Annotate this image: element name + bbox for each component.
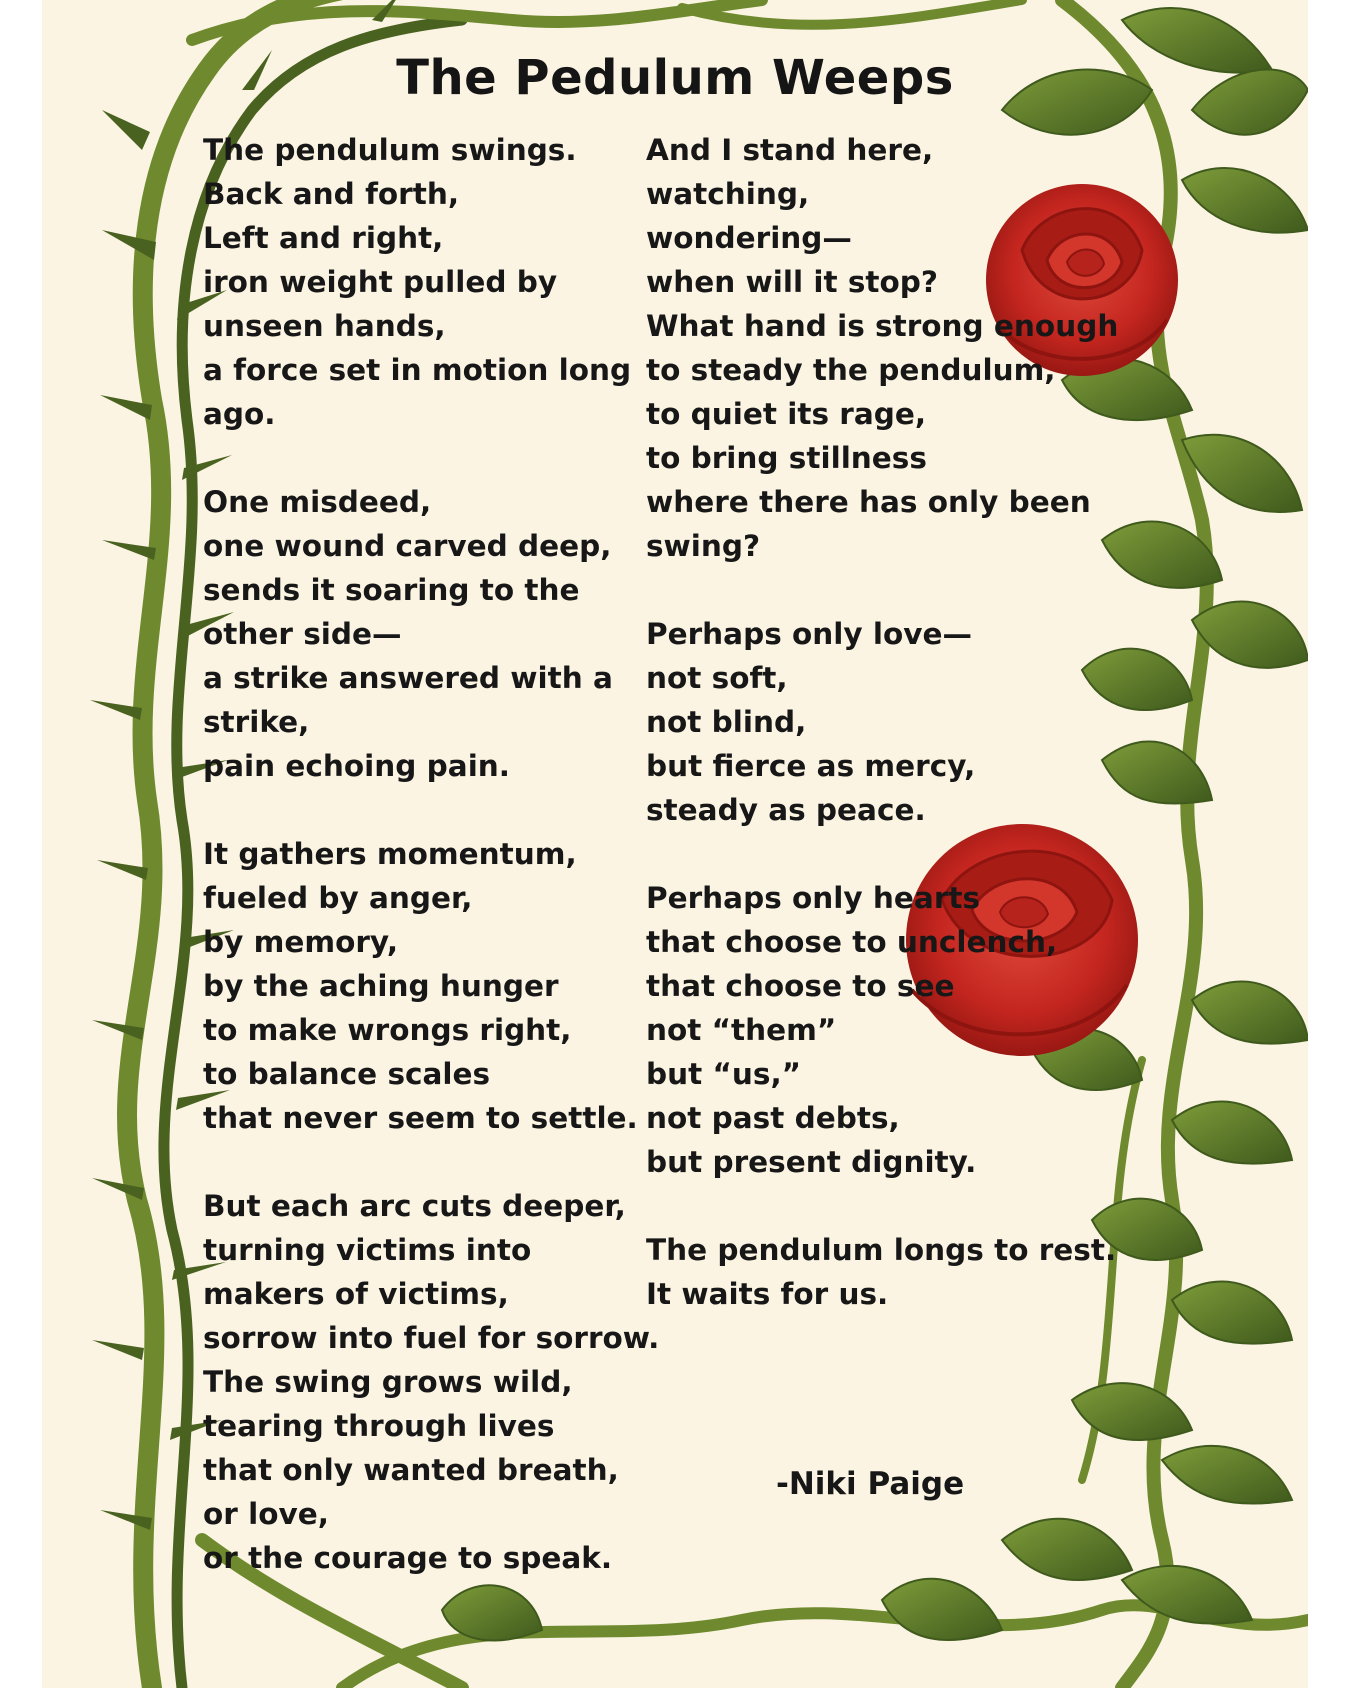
poem-line: to steady the pendulum, <box>646 353 1056 387</box>
poem-line: that never seem to settle. <box>203 1101 638 1135</box>
poem-line: not blind, <box>646 705 807 739</box>
poem-line: The swing grows wild, <box>203 1365 573 1399</box>
stanza <box>646 128 1119 568</box>
stanza <box>646 1228 1116 1316</box>
poem-line: not past debts, <box>646 1101 900 1135</box>
stanza <box>203 832 638 1140</box>
poem-line: by memory, <box>203 925 399 959</box>
poem-line: iron weight pulled by <box>203 265 558 299</box>
poem-line: turning victims into <box>203 1233 532 1267</box>
poem-line: swing? <box>646 529 761 563</box>
poem-line: wondering— <box>646 221 852 255</box>
poem-line: that choose to unclench, <box>646 925 1058 959</box>
stanza <box>203 480 633 788</box>
poem-line: a strike answered with a <box>203 661 613 695</box>
poem-line: sends it soaring to the <box>203 573 580 607</box>
poem-line: fueled by anger, <box>203 881 473 915</box>
poem-line: when will it stop? <box>646 265 939 299</box>
poem-line: One misdeed, <box>203 485 432 519</box>
poem-line: or the courage to speak. <box>203 1541 613 1575</box>
poem-left-column <box>203 128 660 1624</box>
poem-line: not “them” <box>646 1013 837 1047</box>
poem-line: but present dignity. <box>646 1145 977 1179</box>
stanza <box>203 128 633 436</box>
poem-line: What hand is strong enough <box>646 309 1119 343</box>
poem-line: Back and forth, <box>203 177 460 211</box>
poem-line: Perhaps only love— <box>646 617 973 651</box>
stanza <box>646 612 1116 832</box>
poem-line: to quiet its rage, <box>646 397 927 431</box>
poem-right-column <box>646 128 1119 1360</box>
poem-line: The pendulum swings. <box>203 133 577 167</box>
poem-line: that only wanted breath, <box>203 1453 619 1487</box>
poem-line: sorrow into fuel for sorrow. <box>203 1321 660 1355</box>
poem-line: not soft, <box>646 661 788 695</box>
poem-line: Left and right, <box>203 221 444 255</box>
poem-line: watching, <box>646 177 810 211</box>
stanza <box>646 876 1116 1184</box>
poem-line: ago. <box>203 397 276 431</box>
poem-line: unseen hands, <box>203 309 446 343</box>
poem-title: The Pedulum Weeps <box>396 50 954 106</box>
poem-line: to bring stillness <box>646 441 927 475</box>
poem-line: by the aching hunger <box>203 969 559 1003</box>
poem-line: other side— <box>203 617 402 651</box>
poem-line: where there has only been <box>646 485 1091 519</box>
poem-line: or love, <box>203 1497 329 1531</box>
poem-line: tearing through lives <box>203 1409 555 1443</box>
poem-line: It waits for us. <box>646 1277 889 1311</box>
poem-line: that choose to see <box>646 969 955 1003</box>
poem-line: pain echoing pain. <box>203 749 511 783</box>
poem-line: a force set in motion long <box>203 353 632 387</box>
poem-line: steady as peace. <box>646 793 926 827</box>
poem-line: one wound carved deep, <box>203 529 612 563</box>
poem-line: to balance scales <box>203 1057 491 1091</box>
stanza <box>203 1184 660 1580</box>
poem-line: The pendulum longs to rest. <box>646 1233 1117 1267</box>
poem-line: It gathers momentum, <box>203 837 577 871</box>
poem-line: Perhaps only hearts <box>646 881 981 915</box>
poem-line: makers of victims, <box>203 1277 509 1311</box>
poem-line: to make wrongs right, <box>203 1013 572 1047</box>
author-signature: -Niki Paige <box>776 1466 965 1502</box>
poem-line: But each arc cuts deeper, <box>203 1189 626 1223</box>
poem-line: but fierce as mercy, <box>646 749 976 783</box>
poem-line: but “us,” <box>646 1057 802 1091</box>
poem-line: And I stand here, <box>646 133 934 167</box>
poem-line: strike, <box>203 705 310 739</box>
